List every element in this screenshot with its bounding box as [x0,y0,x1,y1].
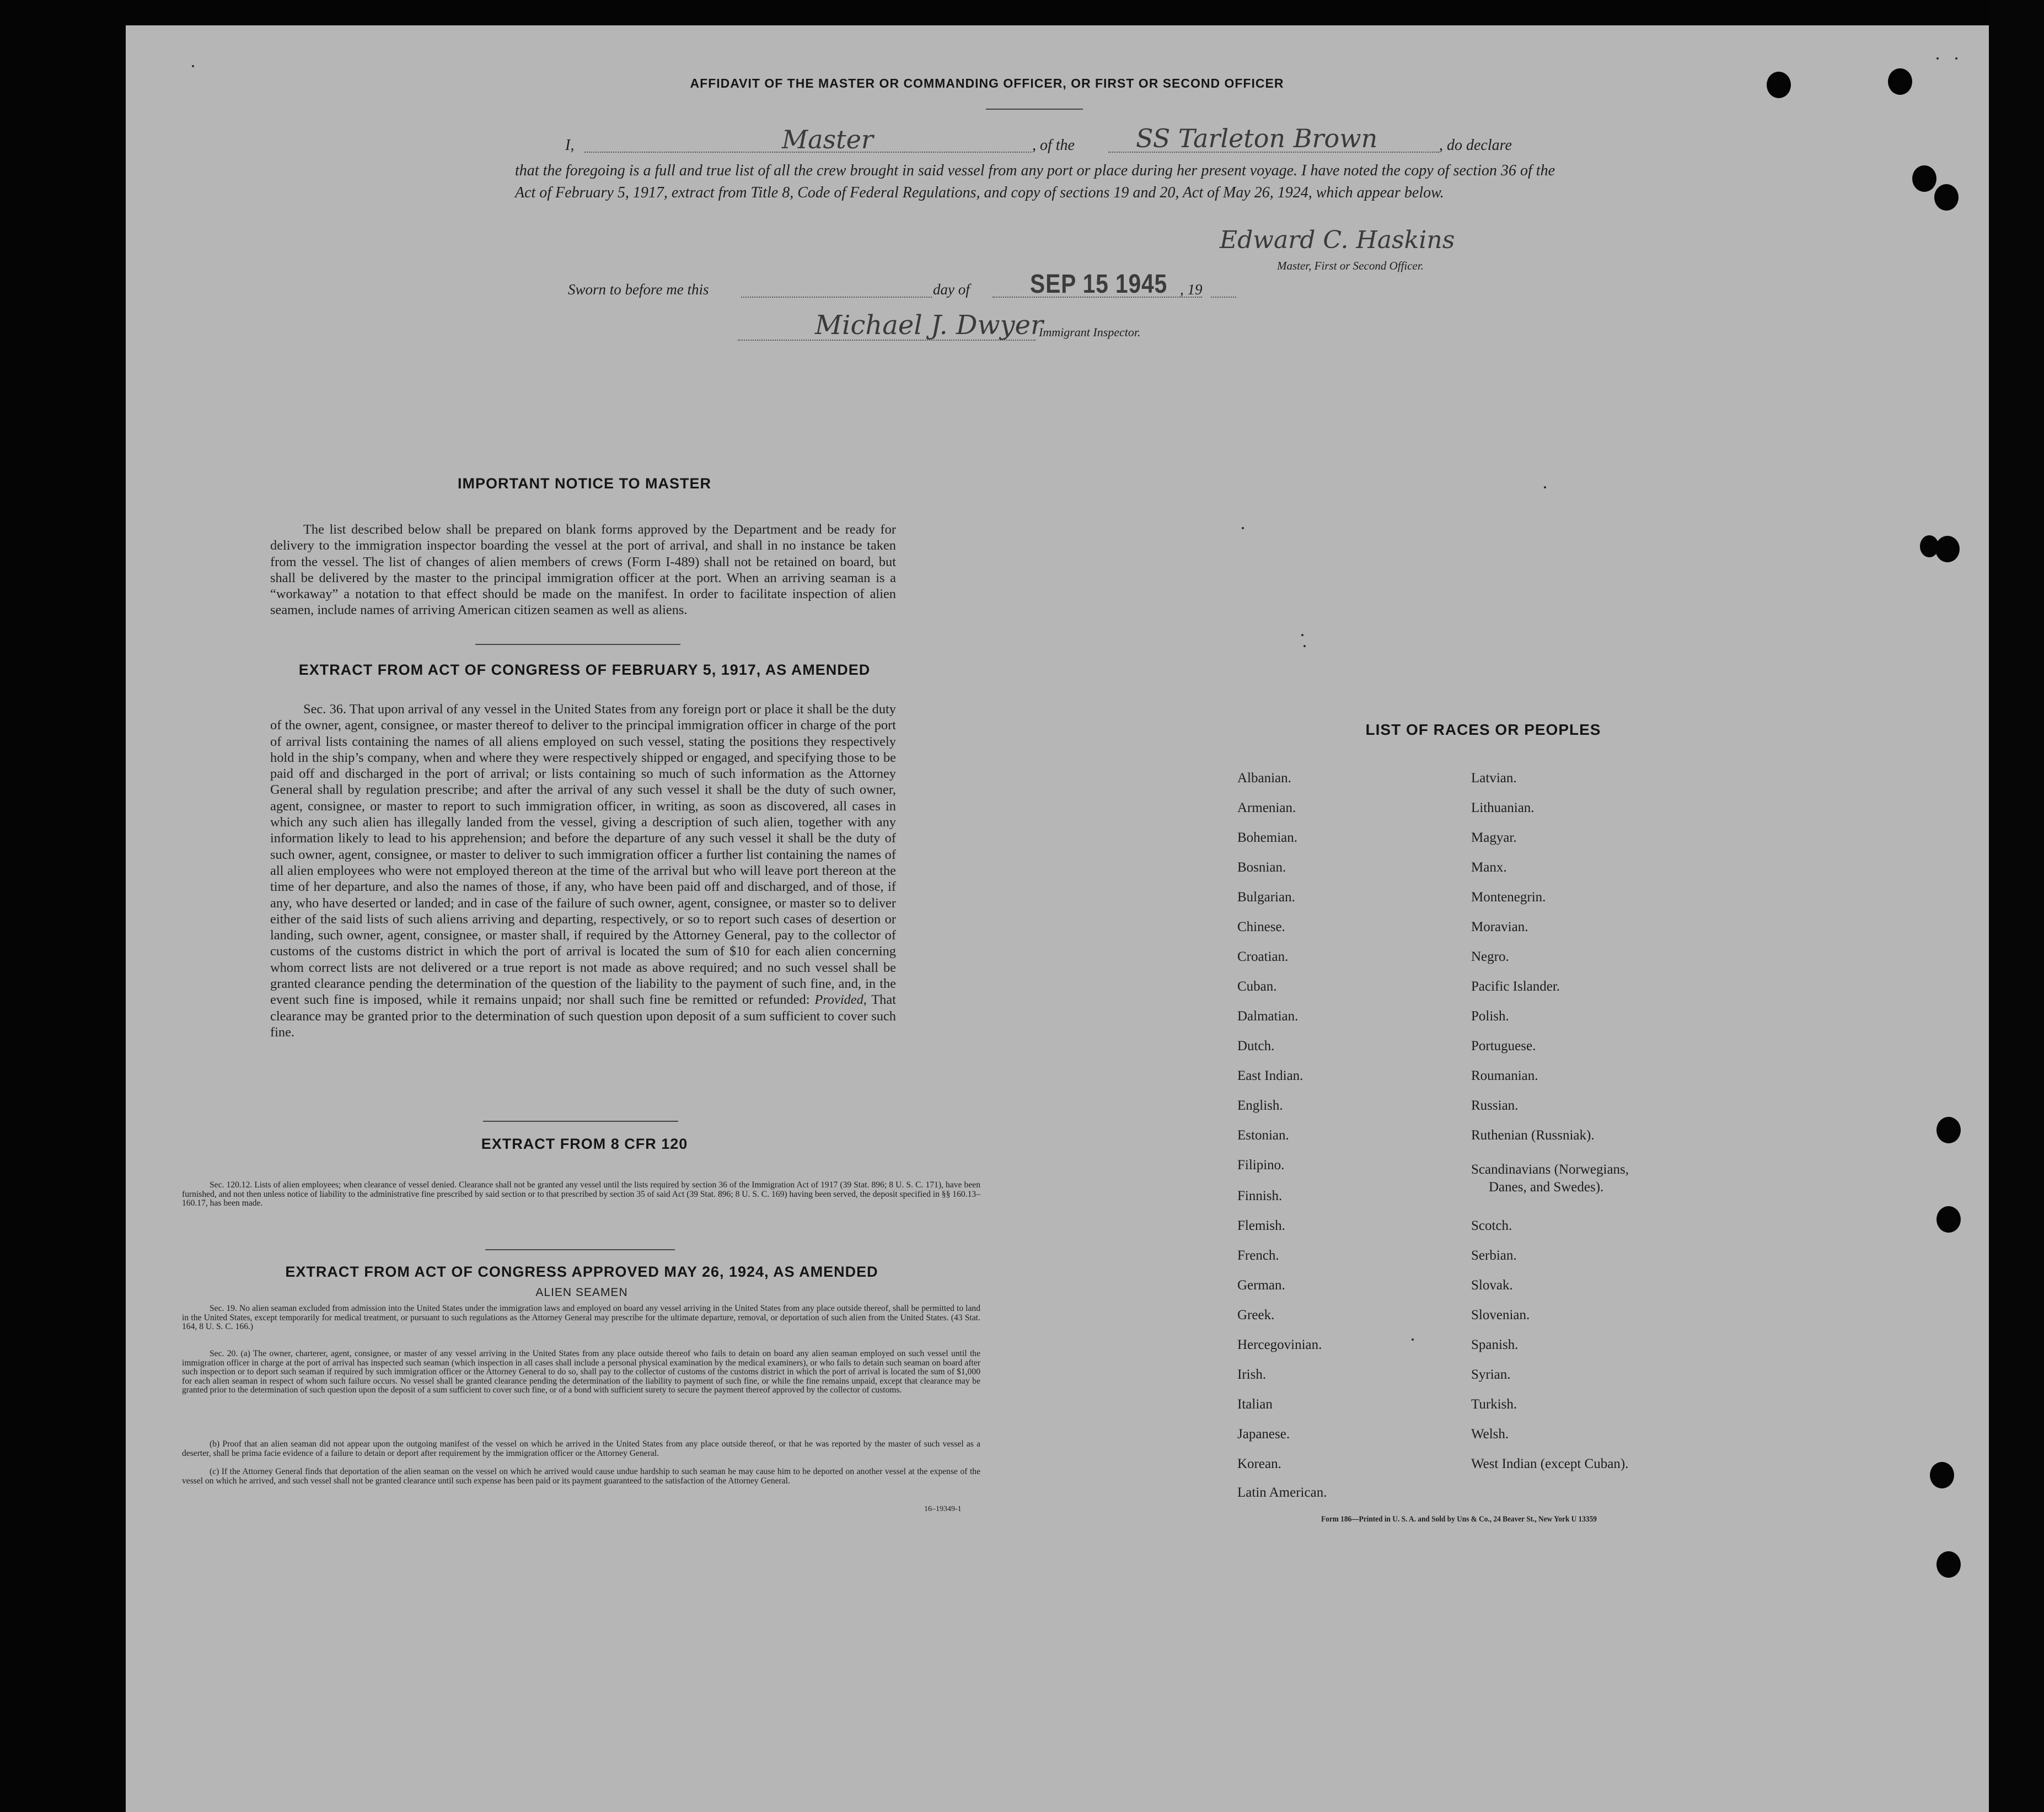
inspector-signature: Michael J. Dwyer [815,310,1043,341]
punch-hole [1936,1551,1961,1578]
race-item: Slovenian. [1471,1308,1530,1322]
vessel-name-handwritten: SS Tarleton Brown [1136,123,1378,153]
extract-1924-title: EXTRACT FROM ACT OF CONGRESS APPROVED MAY 26, 1924, AS AMENDED [285,1263,878,1280]
extract-cfr-body: Sec. 120.12. Lists of alien employees; when clearance of vessel denied. Clearance shall not be granted any vessel until the lists required by section 36 of the Immigration Act of 1917 (39 Stat. 896; 8 U. S. C. 171), have been furnished, and not then unless notice of liability to the administrative fine prescribed by said section or to that prescribed by section 35 of said Act (39 Stat. 896; 8 U. S. C. 169) having been served, the deposit specified in §§ 160.13–160.17, has been made. [182,1180,980,1208]
race-item: Pacific Islander. [1471,979,1560,994]
extract-1917-body [270,701,896,1040]
divider [483,1121,678,1122]
race-item: Welsh. [1471,1427,1509,1442]
officer-signature: Edward C. Haskins [1220,226,1455,254]
race-item: Italian [1237,1397,1273,1412]
race-item: Spanish. [1471,1337,1519,1352]
race-item: Portuguese. [1471,1039,1536,1053]
race-item: Latvian. [1471,771,1517,786]
race-item: Moravian. [1471,920,1528,934]
provided-label: Provided, [814,992,867,1008]
race-item: Bohemian. [1237,830,1298,845]
race-item: Montenegrin. [1471,890,1546,905]
year-line [1211,297,1236,298]
year-label: , 19 [1180,281,1203,298]
race-item: West Indian (except Cuban). [1471,1456,1629,1471]
punch-hole [1935,536,1960,562]
punch-hole [1930,1462,1954,1488]
sec-36-text-cont: That clearance may be granted prior to the determination of such question upon deposit of a sum sufficient to cover such fine. [270,992,896,1040]
race-item: Turkish. [1471,1397,1517,1412]
race-item: Chinese. [1237,920,1285,934]
race-item: Dutch. [1237,1039,1275,1053]
race-item: English. [1237,1098,1283,1113]
race-item: Filipino. [1237,1158,1285,1173]
form-code: 16–19349-1 [924,1505,962,1513]
race-item: Magyar. [1471,830,1517,845]
day-of-label: day of [933,281,970,298]
sec-20b-text: (b) Proof that an alien seaman did not appear upon the outgoing manifest of the vessel on which he arrived in the United States from any place outside thereof, or that he was reported by the master of such vessel as a deserter, shall be prima facie evidence of a failure to detain or deport after requirement by the immigration officer or the Attorney General. [182,1439,980,1458]
extract-cfr-title: EXTRACT FROM 8 CFR 120 [481,1136,688,1152]
race-item-continued: Danes, and Swedes). [1489,1180,1604,1195]
race-item: Syrian. [1471,1367,1511,1382]
races-title: LIST OF RACES OR PEOPLES [1365,721,1601,738]
race-item: Albanian. [1237,771,1291,786]
divider [485,1249,675,1250]
race-item: Lithuanian. [1471,800,1535,815]
punch-hole [1920,535,1939,557]
punch-hole [1767,72,1791,98]
race-item: Estonian. [1237,1128,1289,1143]
sworn-label: Sworn to before me this [568,281,709,298]
day-line [741,297,932,298]
race-item: Flemish. [1237,1218,1285,1233]
scan-edge [1989,0,2044,1812]
race-item: Serbian. [1471,1248,1517,1263]
race-item: Korean. [1237,1456,1281,1471]
race-item: Russian. [1471,1098,1519,1113]
race-item: Scandinavians (Norwegians, [1471,1162,1629,1177]
sec-20a-text: Sec. 20. (a) The owner, charterer, agent, consignee, or master of any vessel arriving in the United States from any place outside thereof who fails to detain on board any alien seaman employed on such vessel until the immigration officer in charge at the port of arrival has inspected such seaman (which inspection in all cases shall include a personal physical examination by the medical examiners), or who fails to detain such seaman on board after such inspection or to deport such seaman if required by such immigration officer or the Attorney General to do so, shall pay to the collector of customs of the customs district in which the port of arrival is located the sum of $1,000 for each alien seaman in respect of whom such failure occurs. No vessel shall be granted clearance pending the determination of the liability to payment of such fine, or while the fine remains unpaid, except that clearance may be granted prior to the determination of such question upon the deposit of a sum sufficient to cover such fine, or of a bond with sufficient surety to secure the payment thereof approved by the collector of customs. [182,1349,980,1395]
sec-20c-text: (c) If the Attorney General finds that deportation of the alien seaman on the vessel on which he arrived would cause undue hardship to such seaman he may cause him to be deported on another vessel at the expense of the vessel on which he arrived, and such vessel shall not be granted clearance until such expense has been paid or its payment guaranteed to the satisfaction of the Attorney General. [182,1467,980,1486]
race-item: Negro. [1471,949,1509,964]
notice-title: IMPORTANT NOTICE TO MASTER [458,475,711,492]
divider [475,644,680,645]
race-item: Scotch. [1471,1218,1512,1233]
race-item: Manx. [1471,860,1507,875]
race-item: Armenian. [1237,800,1296,815]
affidavit-i: I, [565,137,575,154]
sec-19-text: Sec. 19. No alien seaman excluded from admission into the United States under the immigration laws and employed on board any vessel arriving in the United States from any place outside thereof, shall be permitted to land in the United States, except temporarily for medical treatment, or pursuant to such regulations as the Attorney General may prescribe for the ultimate departure, removal, or deportation of such alien from the United States. (43 Stat. 164, 8 U. S. C. 166.) [182,1304,980,1331]
affidavit-body: that the foregoing is a full and true list of all the crew brought in said vessel from any port or place during her present voyage. I have noted the copy of section 36 of the Act of February 5, 1917, extract from Title 8, Code of Federal Regulations, and copy of sections 19 and 20, Act of May 26, 1924, which appear below. [515,162,1555,201]
sec-36-text: That upon arrival of any vessel in the United States from any foreign port or place it shall be the duty of the owner, agent, consignee, or master thereof to deliver to the principal immigration officer in charge of the port of arrival lists containing the names of all aliens employed on such vessel, stating the positions they respectively hold in the ship’s company, when and where they were respectively shipped or engaged, and specifying those to be paid off and discharged in the port of arrival; or lists containing so much of such information as the Attorney General shall by regulation prescribe; and after the arrival of any such vessel it shall be the duty of such owner, agent, consignee, or master to report to such immigration officer, in writing, as soon as discovered, all cases in which any such alien has illegally landed from the vessel, giving a description of such alien, together with any information likely to lead to his apprehension; and before the departure of any such vessel it shall be the duty of such owner, agent, consignee, or master to deliver to such immigration officer a further list containing the names of all alien employees who were not employed thereon at the time of the arrival but who will leave port thereon at the time of her departure, and also the names of those, if any, who have been paid off and discharged, and of those, if any, who have deserted or landed; and in case of the failure of such owner, agent, consignee, or master so to deliver either of the said lists of such aliens arriving and departing, respectively, or so to report such cases of desertion or landing, such owner, agent, consignee, or master shall, if required by the Attorney General, pay to the collector of customs of the customs district in which the port of arrival is located the sum of $10 for each alien concerning whom correct lists are not delivered or a true report is not made as above required; and no such vessel shall be granted clearance pending the determination of the question of the liability to the payment of such fine, and, in the event such fine is imposed, while it remains unpaid; nor shall such fine be remitted or refunded: [270,702,896,1008]
race-item: Irish. [1237,1367,1267,1382]
affidavit-title: AFFIDAVIT OF THE MASTER OR COMMANDING OFFICER, OR FIRST OR SECOND OFFICER [690,76,1284,90]
race-item: Slovak. [1471,1278,1513,1293]
inspector-caption: Immigrant Inspector. [1039,325,1141,339]
race-item: Dalmatian. [1237,1009,1299,1024]
race-item: German. [1237,1278,1285,1293]
rank-signature: Master [782,125,873,154]
divider [986,109,1083,110]
race-item: Greek. [1237,1308,1275,1322]
race-item: Roumanian. [1471,1068,1538,1083]
race-item: Finnish. [1237,1189,1283,1203]
alien-seamen-subtitle: ALIEN SEAMEN [535,1286,628,1299]
notice-body: The list described below shall be prepared on blank forms approved by the Department and be ready for delivery to the immigration inspector boarding the vessel at the port of arrival, and shall in no instance be taken from the vessel. The list of changes of alien members of crews (Form I-489) shall not be retained on board, but shall be delivered by the master to the principal immigration officer at the port. When an arriving seaman is a “workaway” a notation to that effect should be made on the manifest. In order to facilitate inspection of alien seamen, include names of arriving American citizen seamen as well as aliens. [270,522,896,618]
punch-hole [1912,165,1936,192]
affidavit-of-the: , of the [1032,137,1075,154]
race-item: French. [1237,1248,1279,1263]
race-item: Japanese. [1237,1427,1290,1442]
printer-footer: Form 186—Printed in U. S. A. and Sold by Uns & Co., 24 Beaver St., New York U 13359 [1321,1515,1597,1524]
race-item: Cuban. [1237,979,1277,994]
extract-1917-title: EXTRACT FROM ACT OF CONGRESS OF FEBRUARY 5, 1917, AS AMENDED [298,662,871,678]
punch-hole [1936,1117,1961,1143]
race-item: Hercegovinian. [1237,1337,1322,1352]
date-stamp: SEP 15 1945 [1030,270,1168,299]
race-item: Polish. [1471,1009,1509,1024]
punch-hole [1934,184,1959,211]
race-item: Croatian. [1237,949,1289,964]
punch-hole [1936,1206,1961,1233]
race-item: East Indian. [1237,1068,1303,1083]
race-item: Bulgarian. [1237,890,1295,905]
sec-36-label: Sec. 36. [303,702,347,717]
race-item: Bosnian. [1237,860,1286,875]
punch-hole [1888,68,1912,95]
race-item: Ruthenian (Russniak). [1471,1128,1595,1143]
officer-caption: Master, First or Second Officer. [1277,259,1424,272]
affidavit-do-declare: , do declare [1439,137,1512,154]
race-item: Latin American. [1237,1485,1327,1500]
